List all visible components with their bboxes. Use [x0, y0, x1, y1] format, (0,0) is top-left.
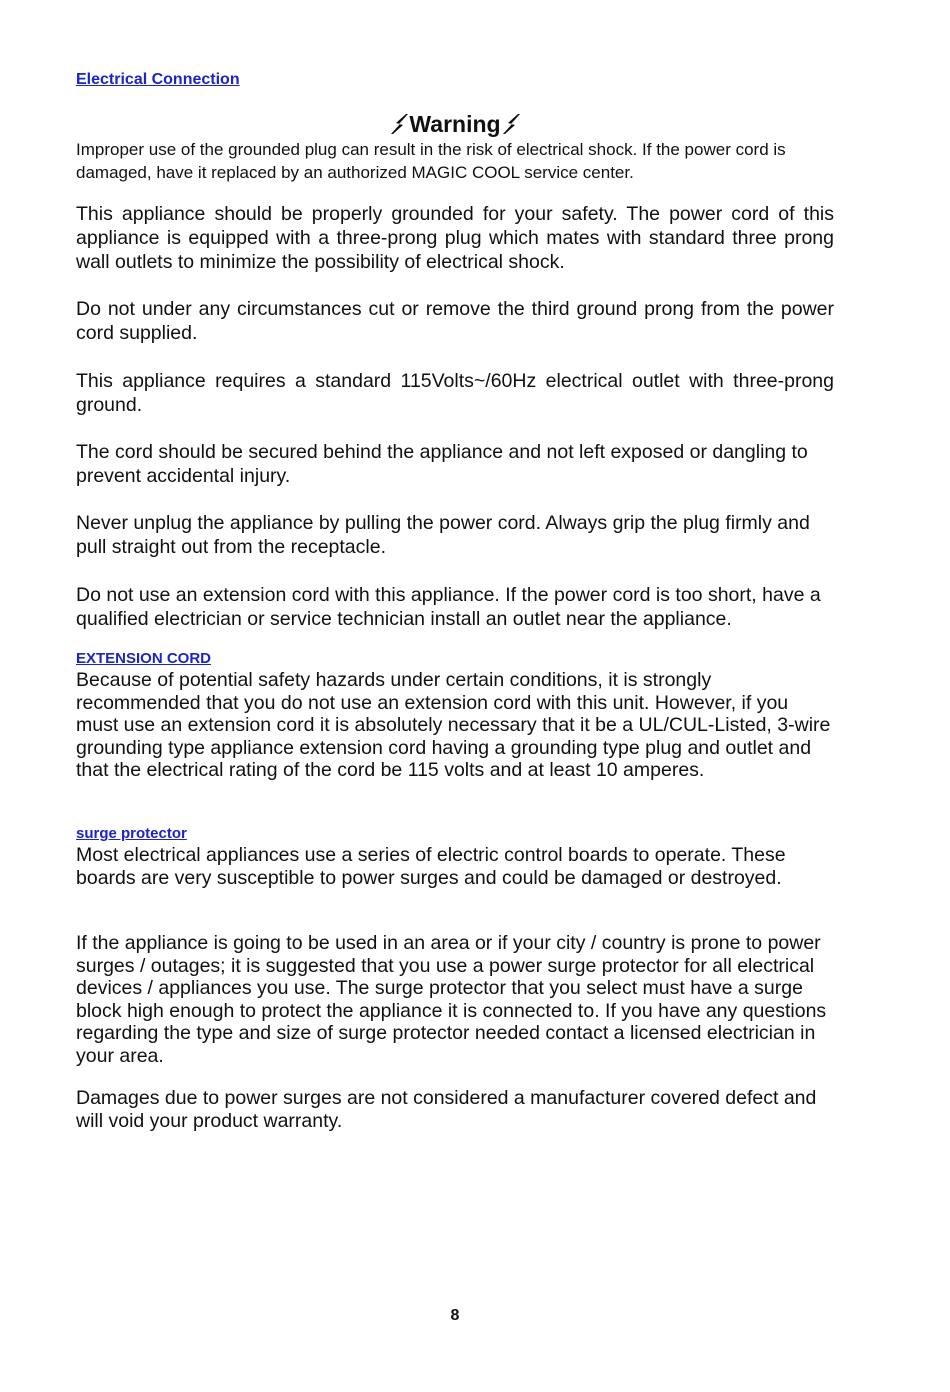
paragraph-cord-secured: The cord should be secured behind the appliance and not left exposed or dangling to prevent accidental injury.: [76, 441, 808, 487]
paragraph-ground-prong: Do not under any circumstances cut or remove the third ground prong from the power cord supplied.: [76, 298, 834, 344]
warning-label: Warning: [409, 111, 501, 137]
manual-page: [76, 0, 834, 1392]
paragraph-no-extension: Do not use an extension cord with this appliance. If the power cord is too short, have a qualified electrician or service technician install an outlet near the appliance.: [76, 584, 821, 630]
paragraph-grounding: This appliance should be properly grounded for your safety. The power cord of this appliance is equipped with a three-prong plug which mates with standard three prong wall outlets to minimize the possibility of electrical shock.: [76, 203, 834, 273]
heading-surge-protector[interactable]: surge protector: [76, 825, 187, 842]
page-number: 8: [450, 1307, 460, 1324]
paragraph-outlet-requirement: This appliance requires a standard 115Volts~/60Hz electrical outlet with three-prong ground.: [76, 370, 834, 416]
warning-text: Improper use of the grounded plug can result in the risk of electrical shock. If the power cord is damaged, have it replaced by an authorized MAGIC COOL service center.: [76, 140, 786, 182]
paragraph-surge-advice: If the appliance is going to be used in an area or if your city / country is prone to power surges / outages; it is suggested that you use a power surge protector for all electrical devices / appliances you use. The surge protector that you select must have a surge block high enough to protect the appliance it is connected to. If you have any questions regarding the type and size of surge protector needed contact a licensed electrician in your area.: [76, 932, 827, 1067]
paragraph-unplug: Never unplug the appliance by pulling the power cord. Always grip the plug firmly and pull straight out from the receptacle.: [76, 512, 810, 558]
warning-title: [76, 110, 834, 138]
section-title-electrical-connection[interactable]: Electrical Connection: [76, 71, 240, 88]
paragraph-control-boards: Most electrical appliances use a series of electric control boards to operate. These boards are very susceptible to power surges and could be damaged or destroyed.: [76, 844, 786, 889]
heading-extension-cord[interactable]: EXTENSION CORD: [76, 650, 212, 667]
paragraph-warranty: Damages due to power surges are not considered a manufacturer covered defect and will void your product warranty.: [76, 1087, 817, 1132]
lightning-bolt-icon: [389, 113, 409, 135]
lightning-bolt-icon: [501, 113, 521, 135]
paragraph-extension-cord: Because of potential safety hazards under certain conditions, it is strongly recommended that you do not use an extension cord with this unit. However, if you must use an extension cord it is absolutely necessary that it be a UL/CUL-Listed, 3-wire grounding type appliance extension cord having a grounding type plug and outlet and that the electrical rating of the cord be 115 volts and at least 10 amperes.: [76, 669, 831, 782]
